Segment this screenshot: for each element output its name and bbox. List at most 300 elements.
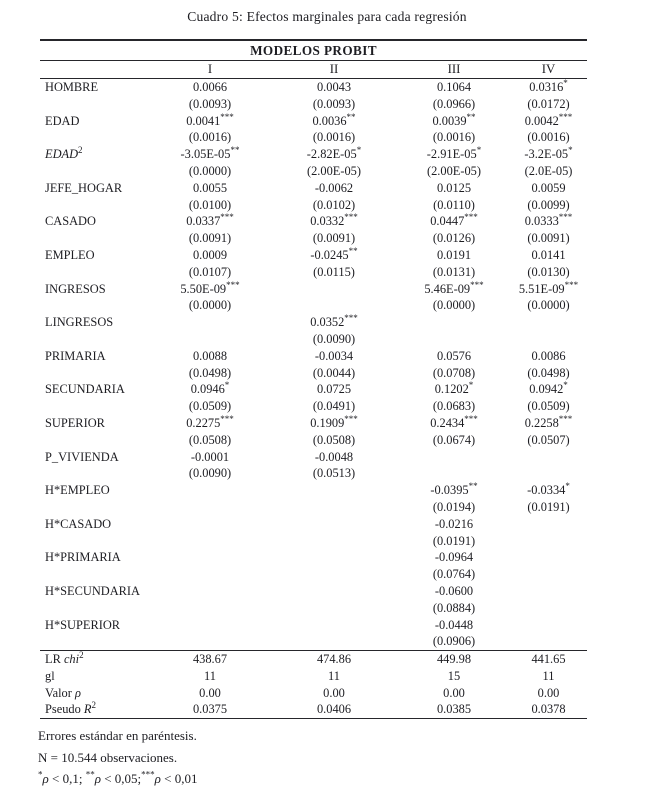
row-label [40, 449, 150, 466]
coef-cell: -0.0334* [527, 481, 570, 498]
row-label-empty [40, 600, 150, 617]
coef-cell: 5.50E-09*** [180, 279, 240, 296]
coef-cell: 0.2258*** [524, 413, 573, 430]
coef-cell [270, 281, 398, 298]
column-header-empty [40, 61, 150, 79]
superscript: ** [85, 769, 95, 780]
coef-cell: -0.0245** [310, 245, 358, 262]
text-segment: P_VIVIENDA [45, 449, 119, 464]
se-cell [510, 533, 587, 550]
coef-cell [150, 516, 270, 533]
se-cell: (0.0091) [312, 231, 356, 246]
coef-cell: -3.2E-05* [524, 145, 573, 162]
table-body [40, 79, 587, 651]
footnote-observations: N = 10.544 observaciones. [38, 749, 178, 765]
stat-label [40, 685, 150, 702]
se-cell: (0.0194) [432, 499, 476, 514]
coef-row [40, 415, 587, 432]
column-header-model-1: I [150, 61, 270, 79]
se-row [40, 365, 587, 382]
significance-stars: *** [558, 111, 573, 122]
se-row [40, 331, 587, 348]
row-label-empty [40, 230, 150, 247]
row-label-empty [40, 96, 150, 113]
text-segment: H*SUPERIOR [45, 617, 121, 632]
significance-stars: *** [220, 111, 234, 122]
stat-value: 0.00 [537, 685, 560, 700]
se-cell [398, 331, 510, 348]
coef-cell: -0.0600 [434, 583, 474, 598]
se-cell: (0.0093) [312, 96, 356, 111]
se-cell: (0.0508) [188, 432, 232, 447]
se-cell: (0.0508) [312, 432, 356, 447]
se-row [40, 432, 587, 449]
row-label-empty [40, 264, 150, 281]
stat-label [40, 668, 150, 685]
stat-row [40, 685, 587, 702]
row-label-empty [40, 331, 150, 348]
row-label [40, 348, 150, 365]
row-label [40, 549, 150, 566]
row-label [40, 281, 150, 298]
coef-row [40, 281, 587, 298]
coef-cell [398, 449, 510, 466]
se-row [40, 297, 587, 314]
coef-cell [510, 549, 587, 566]
coef-cell: -0.0448 [434, 617, 474, 632]
coef-cell: 0.0039** [432, 111, 476, 128]
stat-value: 438.67 [150, 651, 270, 668]
se-cell: (0.0509) [527, 399, 570, 414]
row-label-empty [40, 499, 150, 516]
coef-cell: 0.0576 [436, 348, 472, 363]
text-segment: H*CASADO [45, 516, 112, 531]
coef-cell [510, 516, 587, 533]
text-segment: JEFE_HOGAR [45, 180, 123, 195]
significance-stars: * [565, 481, 570, 491]
se-cell: (0.0683) [432, 399, 476, 414]
se-cell: (0.0966) [432, 96, 476, 111]
se-cell: (0.0708) [432, 365, 476, 380]
text-segment: < 0,1; [48, 771, 86, 787]
significance-stars: * [356, 145, 362, 156]
text-segment: EMPLEO [45, 247, 95, 262]
coef-cell: 0.0041*** [186, 111, 234, 128]
coef-row [40, 482, 587, 499]
se-cell [510, 465, 587, 482]
text-segment: INGRESOS [45, 281, 106, 296]
text-segment: ρ [154, 771, 161, 787]
se-cell: (0.0131) [432, 264, 476, 279]
text-segment: H*EMPLEO [45, 483, 110, 498]
footnote-errors: Errores estándar en paréntesis. [38, 728, 197, 744]
row-label [40, 247, 150, 264]
coef-cell: 0.0946* [190, 380, 230, 397]
row-label [40, 415, 150, 432]
row-label [40, 180, 150, 197]
row-label-empty [40, 297, 150, 314]
se-cell: (0.0016) [188, 130, 232, 145]
se-cell: (0.0000) [188, 298, 232, 313]
coef-row [40, 180, 587, 197]
se-row [40, 600, 587, 617]
superscript: * [38, 769, 43, 780]
significance-stars: * [563, 380, 568, 391]
text-segment: EDAD [45, 113, 80, 128]
coef-cell: -0.0216 [434, 516, 474, 531]
row-label-empty [40, 432, 150, 449]
se-row [40, 264, 587, 281]
se-cell: (0.0102) [312, 197, 356, 212]
se-row [40, 230, 587, 247]
se-cell: (0.0498) [527, 365, 570, 380]
text-segment: ρ [94, 771, 101, 787]
stat-value: 0.00 [443, 685, 465, 700]
regression-table [40, 39, 587, 719]
significance-stars: ** [230, 145, 240, 156]
se-cell [150, 600, 270, 617]
text-segment: H*PRIMARIA [45, 550, 121, 565]
se-row [40, 129, 587, 146]
se-cell: (0.0172) [527, 96, 570, 111]
coef-cell: -0.0001 [190, 449, 230, 464]
superscript: *** [141, 769, 155, 780]
coef-cell: 0.1202* [434, 380, 474, 397]
coef-row [40, 113, 587, 130]
stat-value: 441.65 [510, 651, 587, 668]
se-cell: (0.0764) [432, 567, 476, 582]
se-cell: (0.0000) [432, 298, 476, 313]
significance-stars: ** [468, 481, 478, 491]
coef-row [40, 516, 587, 533]
superscript: 2 [78, 145, 83, 156]
se-cell: (0.0091) [527, 231, 570, 246]
coef-cell: -0.0062 [314, 180, 354, 195]
coef-cell: 0.0332*** [310, 212, 358, 229]
coef-row [40, 146, 587, 163]
row-label-empty [40, 566, 150, 583]
se-cell [150, 331, 270, 348]
se-cell: (0.0110) [433, 197, 475, 212]
se-cell [510, 600, 587, 617]
coef-cell [270, 549, 398, 566]
text-segment: chi [63, 652, 80, 667]
row-label [40, 516, 150, 533]
stat-value: 11 [328, 668, 340, 683]
text-segment: Valor [45, 685, 75, 700]
coef-cell: 0.0141 [531, 247, 566, 262]
coef-row [40, 247, 587, 264]
coef-cell: -3.05E-05** [180, 145, 240, 162]
footnote-significance [38, 768, 654, 790]
coef-cell: -2.91E-05* [426, 145, 482, 162]
stat-value: 0.00 [323, 685, 345, 700]
se-cell [510, 566, 587, 583]
coef-cell [398, 314, 510, 331]
stat-value: 0.00 [199, 685, 221, 700]
superscript: 2 [79, 649, 84, 660]
significance-stars: *** [220, 212, 234, 223]
row-label [40, 617, 150, 634]
table-title-row [40, 40, 587, 61]
coef-cell: 0.0088 [192, 348, 228, 363]
se-cell: (0.0507) [527, 432, 570, 447]
significance-stars: *** [220, 413, 234, 424]
se-cell: (0.0016) [432, 130, 476, 145]
row-label-empty [40, 533, 150, 550]
text-segment: R [83, 702, 92, 717]
coef-cell: 0.1909*** [310, 413, 358, 430]
text-segment: ρ [42, 771, 49, 787]
se-row [40, 566, 587, 583]
se-row [40, 163, 587, 180]
se-row [40, 499, 587, 516]
significance-stars: *** [464, 413, 478, 424]
coef-cell: 0.2275*** [186, 413, 234, 430]
row-label [40, 146, 150, 163]
column-header-row [40, 61, 587, 79]
coef-cell: 0.0316* [529, 77, 568, 94]
superscript: 2 [91, 700, 96, 711]
text-segment: SUPERIOR [45, 415, 105, 430]
table-stats [40, 651, 587, 719]
coef-cell [510, 583, 587, 600]
se-cell [270, 600, 398, 617]
row-label [40, 79, 150, 96]
text-segment: H*SECUNDARIA [45, 583, 140, 598]
coef-cell [270, 617, 398, 634]
row-label [40, 314, 150, 331]
text-segment: LINGRESOS [45, 315, 114, 330]
coef-row [40, 213, 587, 230]
se-cell: (0.0090) [188, 466, 232, 481]
se-cell: (0.0491) [312, 399, 356, 414]
se-cell: (0.0044) [312, 365, 356, 380]
coef-cell: 0.0337*** [186, 212, 234, 229]
se-cell [270, 633, 398, 650]
coef-row [40, 314, 587, 331]
coef-cell: -0.0048 [314, 449, 354, 464]
se-cell: (0.0884) [432, 600, 476, 615]
coef-cell [270, 516, 398, 533]
coef-cell: 0.0036** [312, 111, 356, 128]
significance-stars: * [224, 380, 230, 391]
significance-stars: *** [558, 413, 573, 424]
text-segment: ρ [74, 685, 81, 700]
coef-cell: 5.46E-09*** [424, 279, 484, 296]
significance-stars: *** [558, 212, 573, 223]
coef-cell: -0.0395** [430, 481, 478, 498]
row-label [40, 113, 150, 130]
se-row [40, 398, 587, 415]
se-cell [150, 566, 270, 583]
column-header-model-2: II [270, 61, 398, 79]
coef-cell [150, 617, 270, 634]
text-segment: CASADO [45, 214, 96, 229]
column-header-model-3: III [398, 61, 510, 79]
coef-cell: 0.0055 [192, 180, 228, 195]
coef-cell: 0.2434*** [430, 413, 478, 430]
stat-label [40, 651, 150, 668]
stat-value: 15 [447, 668, 461, 683]
text-segment: LR [45, 652, 64, 667]
se-cell: (0.0016) [312, 130, 356, 145]
coef-cell: 0.0125 [436, 180, 472, 195]
coef-cell [510, 617, 587, 634]
stat-value: 0.0378 [531, 702, 566, 717]
coef-cell: 0.0009 [192, 247, 228, 262]
text-segment: HOMBRE [45, 80, 99, 94]
stat-row [40, 651, 587, 668]
significance-stars: * [563, 77, 568, 88]
se-cell: (0.0000) [527, 298, 570, 313]
se-cell: (2.0E-05) [524, 163, 573, 178]
coef-cell: 0.0066 [192, 80, 228, 94]
coef-cell [150, 549, 270, 566]
coef-cell: 0.0352*** [310, 313, 358, 330]
coef-cell: 0.0725 [316, 382, 352, 397]
coef-cell: 0.0191 [436, 247, 472, 262]
se-cell: (0.0115) [313, 264, 355, 279]
coef-cell: -0.0964 [434, 550, 474, 565]
coef-row [40, 79, 587, 96]
significance-stars: *** [344, 313, 358, 324]
table-caption: Cuadro 5: Efectos marginales para cada regresión [187, 9, 467, 24]
se-cell: (0.0130) [527, 264, 570, 279]
significance-stars: ** [466, 111, 476, 122]
se-cell [270, 566, 398, 583]
stat-label [40, 701, 150, 718]
row-label [40, 482, 150, 499]
se-cell [150, 533, 270, 550]
text-segment: < 0,05; [100, 771, 142, 787]
coef-cell: 0.0086 [531, 348, 566, 363]
se-cell: (0.0091) [188, 231, 232, 246]
se-cell: (0.0906) [432, 634, 476, 649]
stat-value: 0.0375 [192, 702, 228, 717]
significance-stars: *** [464, 212, 478, 223]
se-cell [150, 633, 270, 650]
coef-cell: 5.51E-09*** [518, 279, 579, 296]
stat-value: 11 [542, 668, 555, 683]
significance-stars: ** [348, 245, 358, 256]
coef-cell: 0.0447*** [430, 212, 478, 229]
coef-cell [510, 314, 587, 331]
se-cell: (0.0100) [188, 197, 232, 212]
se-cell: (0.0191) [527, 499, 570, 514]
stat-value: 449.98 [398, 651, 510, 668]
stat-value: 0.0385 [436, 702, 472, 717]
se-row [40, 197, 587, 214]
row-label [40, 583, 150, 600]
se-cell: (0.0107) [188, 264, 232, 279]
coef-cell: -0.0034 [314, 348, 354, 363]
coef-cell: 0.0059 [531, 180, 566, 195]
se-cell: (0.0674) [432, 432, 476, 447]
coef-row [40, 583, 587, 600]
stat-value: 0.0406 [316, 702, 352, 717]
row-label [40, 213, 150, 230]
significance-stars: * [476, 145, 482, 156]
row-label-empty [40, 197, 150, 214]
row-label-empty [40, 633, 150, 650]
coef-row [40, 549, 587, 566]
column-header-model-4: IV [510, 61, 587, 79]
se-cell [270, 499, 398, 516]
coef-row [40, 348, 587, 365]
coef-cell [510, 449, 587, 466]
footnotes [38, 725, 654, 790]
coef-cell: -2.82E-05* [306, 145, 362, 162]
se-cell [270, 533, 398, 550]
se-cell: (0.0509) [188, 399, 232, 414]
row-label-empty [40, 163, 150, 180]
text-segment: SECUNDARIA [45, 382, 125, 397]
text-segment: PRIMARIA [45, 348, 106, 363]
se-cell: (0.0191) [432, 533, 476, 548]
coef-row [40, 449, 587, 466]
coef-cell [150, 482, 270, 499]
significance-stars: *** [470, 279, 484, 290]
coef-cell [270, 482, 398, 499]
coef-cell [150, 314, 270, 331]
coef-row [40, 617, 587, 634]
se-cell: (0.0016) [527, 130, 570, 145]
text-segment: gl [45, 668, 55, 683]
se-cell: (0.0093) [188, 96, 232, 111]
se-cell: (0.0498) [188, 365, 232, 380]
row-label-empty [40, 465, 150, 482]
row-label-empty [40, 129, 150, 146]
coef-row [40, 381, 587, 398]
se-row [40, 533, 587, 550]
significance-stars: *** [344, 212, 358, 223]
se-cell: (0.0513) [312, 466, 356, 481]
se-row [40, 465, 587, 482]
significance-stars: * [568, 145, 573, 156]
text-segment: EDAD [45, 147, 79, 162]
coef-cell: 0.1064 [436, 80, 472, 94]
coef-cell: 0.0043 [316, 80, 352, 94]
row-label [40, 381, 150, 398]
stat-value: 474.86 [270, 651, 398, 668]
se-cell: (0.0000) [188, 163, 232, 178]
row-label-empty [40, 365, 150, 382]
coef-cell: 0.0042*** [524, 111, 573, 128]
se-cell: (2.00E-05) [306, 163, 362, 178]
text-segment: < 0,01 [160, 771, 198, 787]
significance-stars: * [468, 380, 474, 391]
coef-cell [270, 583, 398, 600]
coef-cell: 0.0333*** [524, 212, 573, 229]
significance-stars: *** [226, 279, 240, 290]
text-segment: Pseudo [45, 702, 84, 717]
row-label-empty [40, 398, 150, 415]
stat-row [40, 668, 587, 685]
significance-stars: *** [564, 279, 579, 290]
se-row [40, 633, 587, 650]
se-cell [510, 633, 587, 650]
se-cell: (2.00E-05) [426, 163, 482, 178]
stat-row [40, 701, 587, 718]
se-cell: (0.0126) [432, 231, 476, 246]
se-cell: (0.0099) [527, 197, 570, 212]
se-cell [398, 465, 510, 482]
se-cell [270, 297, 398, 314]
stat-value: 11 [204, 668, 216, 683]
significance-stars: ** [346, 111, 356, 122]
coef-cell [150, 583, 270, 600]
